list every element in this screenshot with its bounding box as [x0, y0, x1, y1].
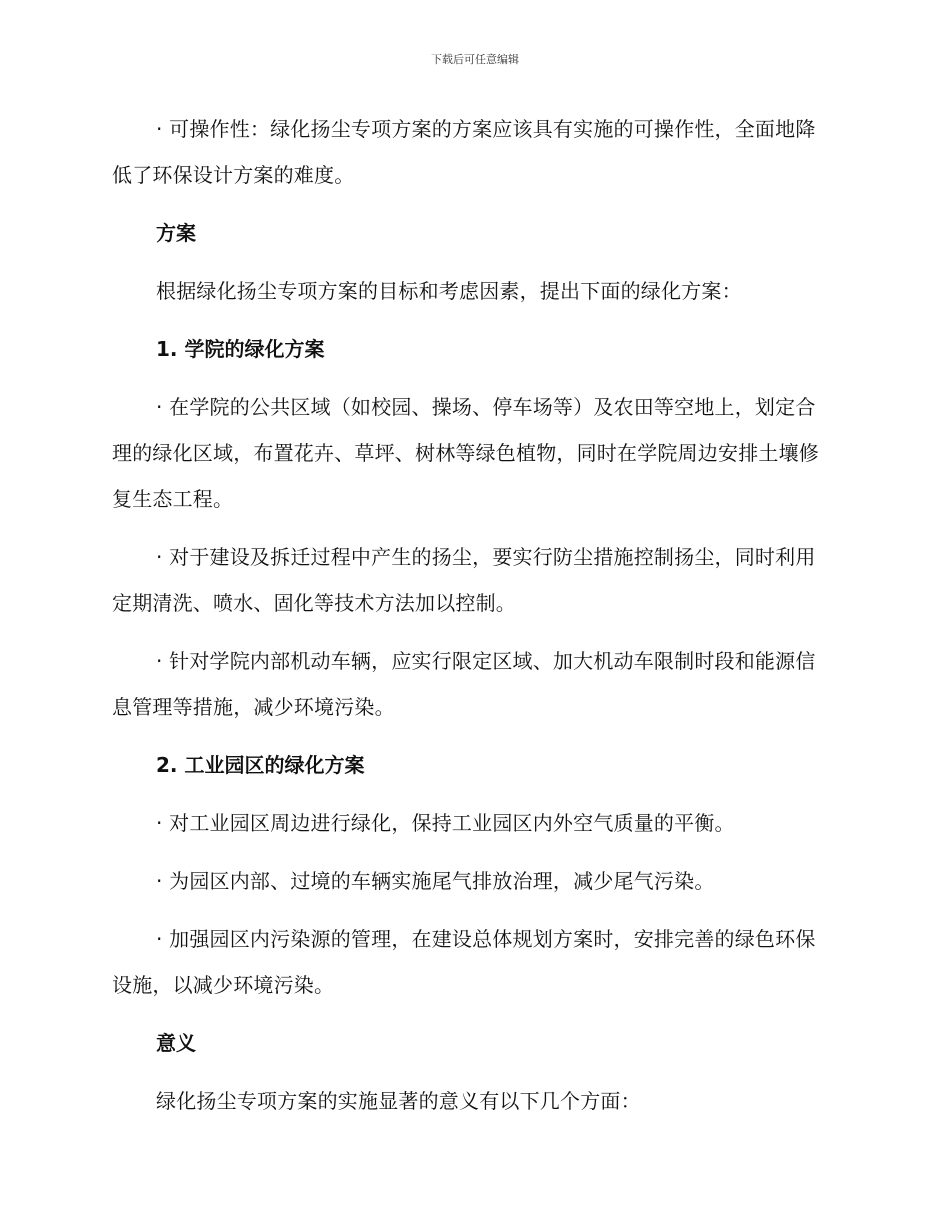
- paragraph-significance-intro: 绿化扬尘专项方案的实施显著的意义有以下几个方面：: [156, 1089, 641, 1113]
- document-body: [112, 106, 832, 1124]
- paragraph-plan-intro: 根据绿化扬尘专项方案的目标和考虑因素，提出下面的绿化方案：: [156, 279, 742, 303]
- subheading-industrial-park-plan: 2. 工业园区的绿化方案: [156, 753, 365, 777]
- section-heading-significance: 意义: [156, 1031, 196, 1055]
- paragraph-college-vehicles: · 针对学院内部机动车辆，应实行限定区域、加大机动车限制时段和能源信息管理等措施，减少环境污染。: [112, 649, 816, 719]
- paragraph-college-dust-control: · 对于建设及拆迁过程中产生的扬尘，要实行防尘措施控制扬尘，同时利用定期清洗、喷水、固化等技术方法加以控制。: [112, 545, 816, 615]
- subheading-college-plan: 1. 学院的绿化方案: [156, 337, 325, 361]
- paragraph-park-vehicle-emissions: · 为园区内部、过境的车辆实施尾气排放治理，减少尾气污染。: [156, 869, 715, 893]
- paragraph-college-public-areas: · 在学院的公共区域（如校园、操场、停车场等）及农田等空地上，划定合理的绿化区域，布置花卉、草坪、树林等绿色植物，同时在学院周边安排土壤修复生态工程。: [112, 395, 819, 511]
- paragraph-operability: · 可操作性：绿化扬尘专项方案的方案应该具有实施的可操作性，全面地降低了环保设计方案的难度。: [112, 117, 816, 187]
- page-header: 下载后可任意编辑: [431, 53, 519, 66]
- section-heading-plan: 方案: [156, 221, 196, 245]
- paragraph-park-perimeter: · 对工业园区周边进行绿化，保持工业园区内外空气质量的平衡。: [156, 811, 735, 835]
- paragraph-park-pollution-sources: · 加强园区内污染源的管理，在建设总体规划方案时，安排完善的绿色环保设施，以减少环境污染。: [112, 927, 816, 997]
